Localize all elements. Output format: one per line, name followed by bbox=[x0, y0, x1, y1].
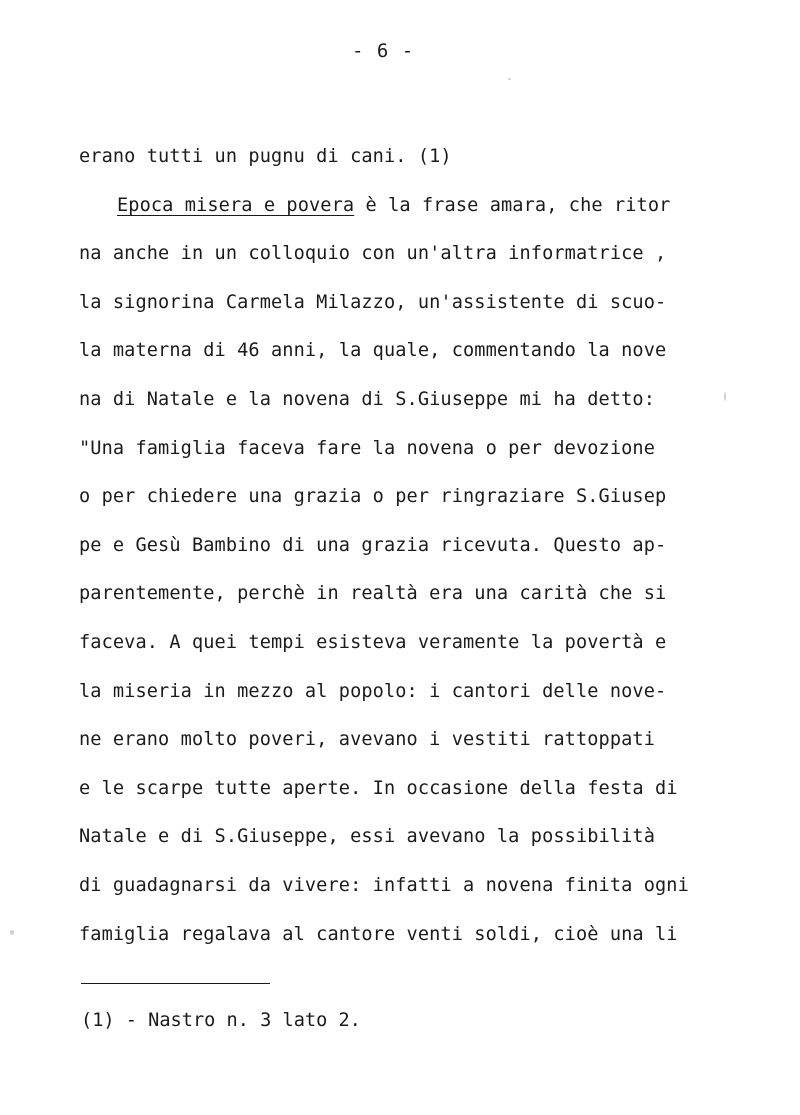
scan-speck bbox=[10, 930, 14, 935]
text-line: na anche in un colloquio con un'altra informatrice , bbox=[79, 243, 667, 265]
text-line: parentemente, perchè in realtà era una carità che si bbox=[79, 583, 667, 605]
text-line: Natale e di S.Giuseppe, essi avevano la possibilità bbox=[79, 826, 656, 848]
text-line bbox=[79, 182, 779, 231]
text-line: la materna di 46 anni, la quale, commentando la nove bbox=[79, 340, 667, 362]
footnote: (1) - Nastro n. 3 lato 2. bbox=[81, 1010, 361, 1031]
text-line: erano tutti un pugnu di cani. (1) bbox=[79, 146, 452, 167]
text-line: o per chiedere una grazia o per ringraziare S.Giusep bbox=[79, 486, 667, 508]
underlined-phrase: Epoca misera e povera bbox=[117, 194, 355, 216]
scan-speck bbox=[508, 78, 511, 80]
text-line: faceva. A quei tempi esisteva veramente la povertà e bbox=[79, 631, 667, 653]
text-line: pe e Gesù Bambino di una grazia ricevuta. Questo ap- bbox=[79, 534, 667, 556]
text-line: "Una famiglia faceva fare la novena o per devozione bbox=[79, 437, 656, 459]
text-line: la miseria in mezzo al popolo: i cantori delle nove- bbox=[79, 680, 667, 702]
text-fragment: è la frase amara, che ritor bbox=[354, 194, 671, 216]
scan-speck bbox=[724, 392, 726, 401]
text-line: di guadagnarsi da vivere: infatti a novena finita ogni bbox=[79, 874, 689, 896]
text-line: famiglia regalava al cantore venti soldi, cioè una li bbox=[79, 923, 678, 945]
text-line: na di Natale e la novena di S.Giuseppe mi ha detto: bbox=[79, 388, 656, 410]
text-line: la signorina Carmela Milazzo, un'assistente di scuo- bbox=[79, 291, 667, 313]
text-line: e le scarpe tutte aperte. In occasione della festa di bbox=[79, 777, 678, 799]
footnote-divider bbox=[81, 983, 270, 984]
text-line: ne erano molto poveri, avevano i vestiti rattoppati bbox=[79, 729, 656, 751]
body-text bbox=[79, 133, 779, 959]
page-number: - 6 - bbox=[352, 40, 415, 62]
